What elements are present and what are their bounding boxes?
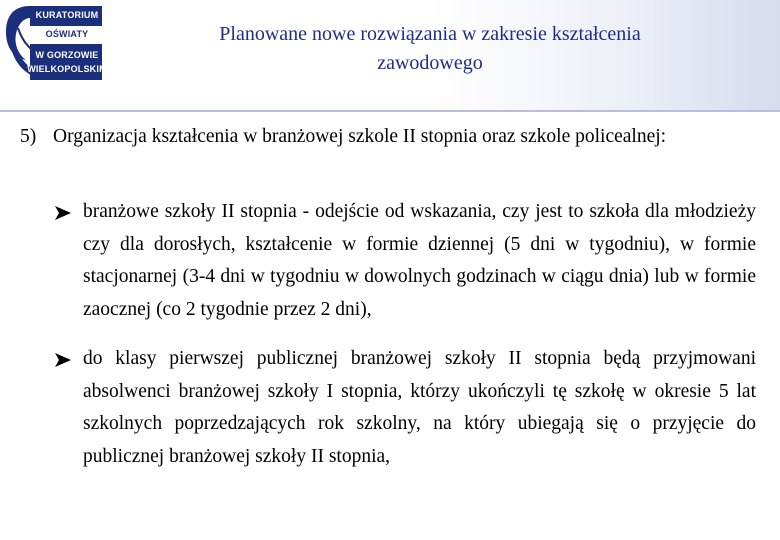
section-number: 5) xyxy=(20,126,37,147)
list-item-text: do klasy pierwszej publicznej branżowej szkoły II stopnia będą przyjmowani absolwenci branżowej szkoły I stopnia, którzy ukończyli tę szkołę w okresie 5 lat szkolnych poprzedzających rok szkolny, na który ubiegają się o przyjęcie do publicznej branżowej szkoły II stopnia, xyxy=(83,348,756,467)
logo-line3: W GORZOWIE xyxy=(35,50,99,60)
title-line1: Planowane nowe rozwiązania w zakresie kształcenia xyxy=(219,23,641,45)
bullet-list xyxy=(54,196,756,473)
kuratorium-logo xyxy=(4,4,107,84)
page-title xyxy=(170,20,690,78)
header-divider xyxy=(0,110,780,112)
list-item-text: branżowe szkoły II stopnia - odejście od wskazania, czy jest to szkoła dla młodzieży czy dla dorosłych, kształcenie w formie dziennej (5 dni w tygodniu), w formie stacjonarnej (3-4 dni w tygodniu w dowolnych godzinach w ciągu dnia) lub w formie zaocznej (co 2 tygodnie przez 2 dni), xyxy=(83,201,756,320)
list-item xyxy=(54,343,756,473)
list-item xyxy=(54,196,756,326)
arrow-bullet-icon xyxy=(54,205,72,221)
title-line2: zawodowego xyxy=(377,52,483,74)
logo-line1: KURATORIUM xyxy=(35,10,99,20)
section-heading xyxy=(20,122,760,152)
arrow-bullet-icon xyxy=(54,352,72,368)
section-text: Organizacja kształcenia w branżowej szkole II stopnia oraz szkole policealnej: xyxy=(53,126,667,147)
logo-line2: OŚWIATY xyxy=(45,29,89,39)
logo-line4: WIELKOPOLSKIM xyxy=(27,64,107,74)
